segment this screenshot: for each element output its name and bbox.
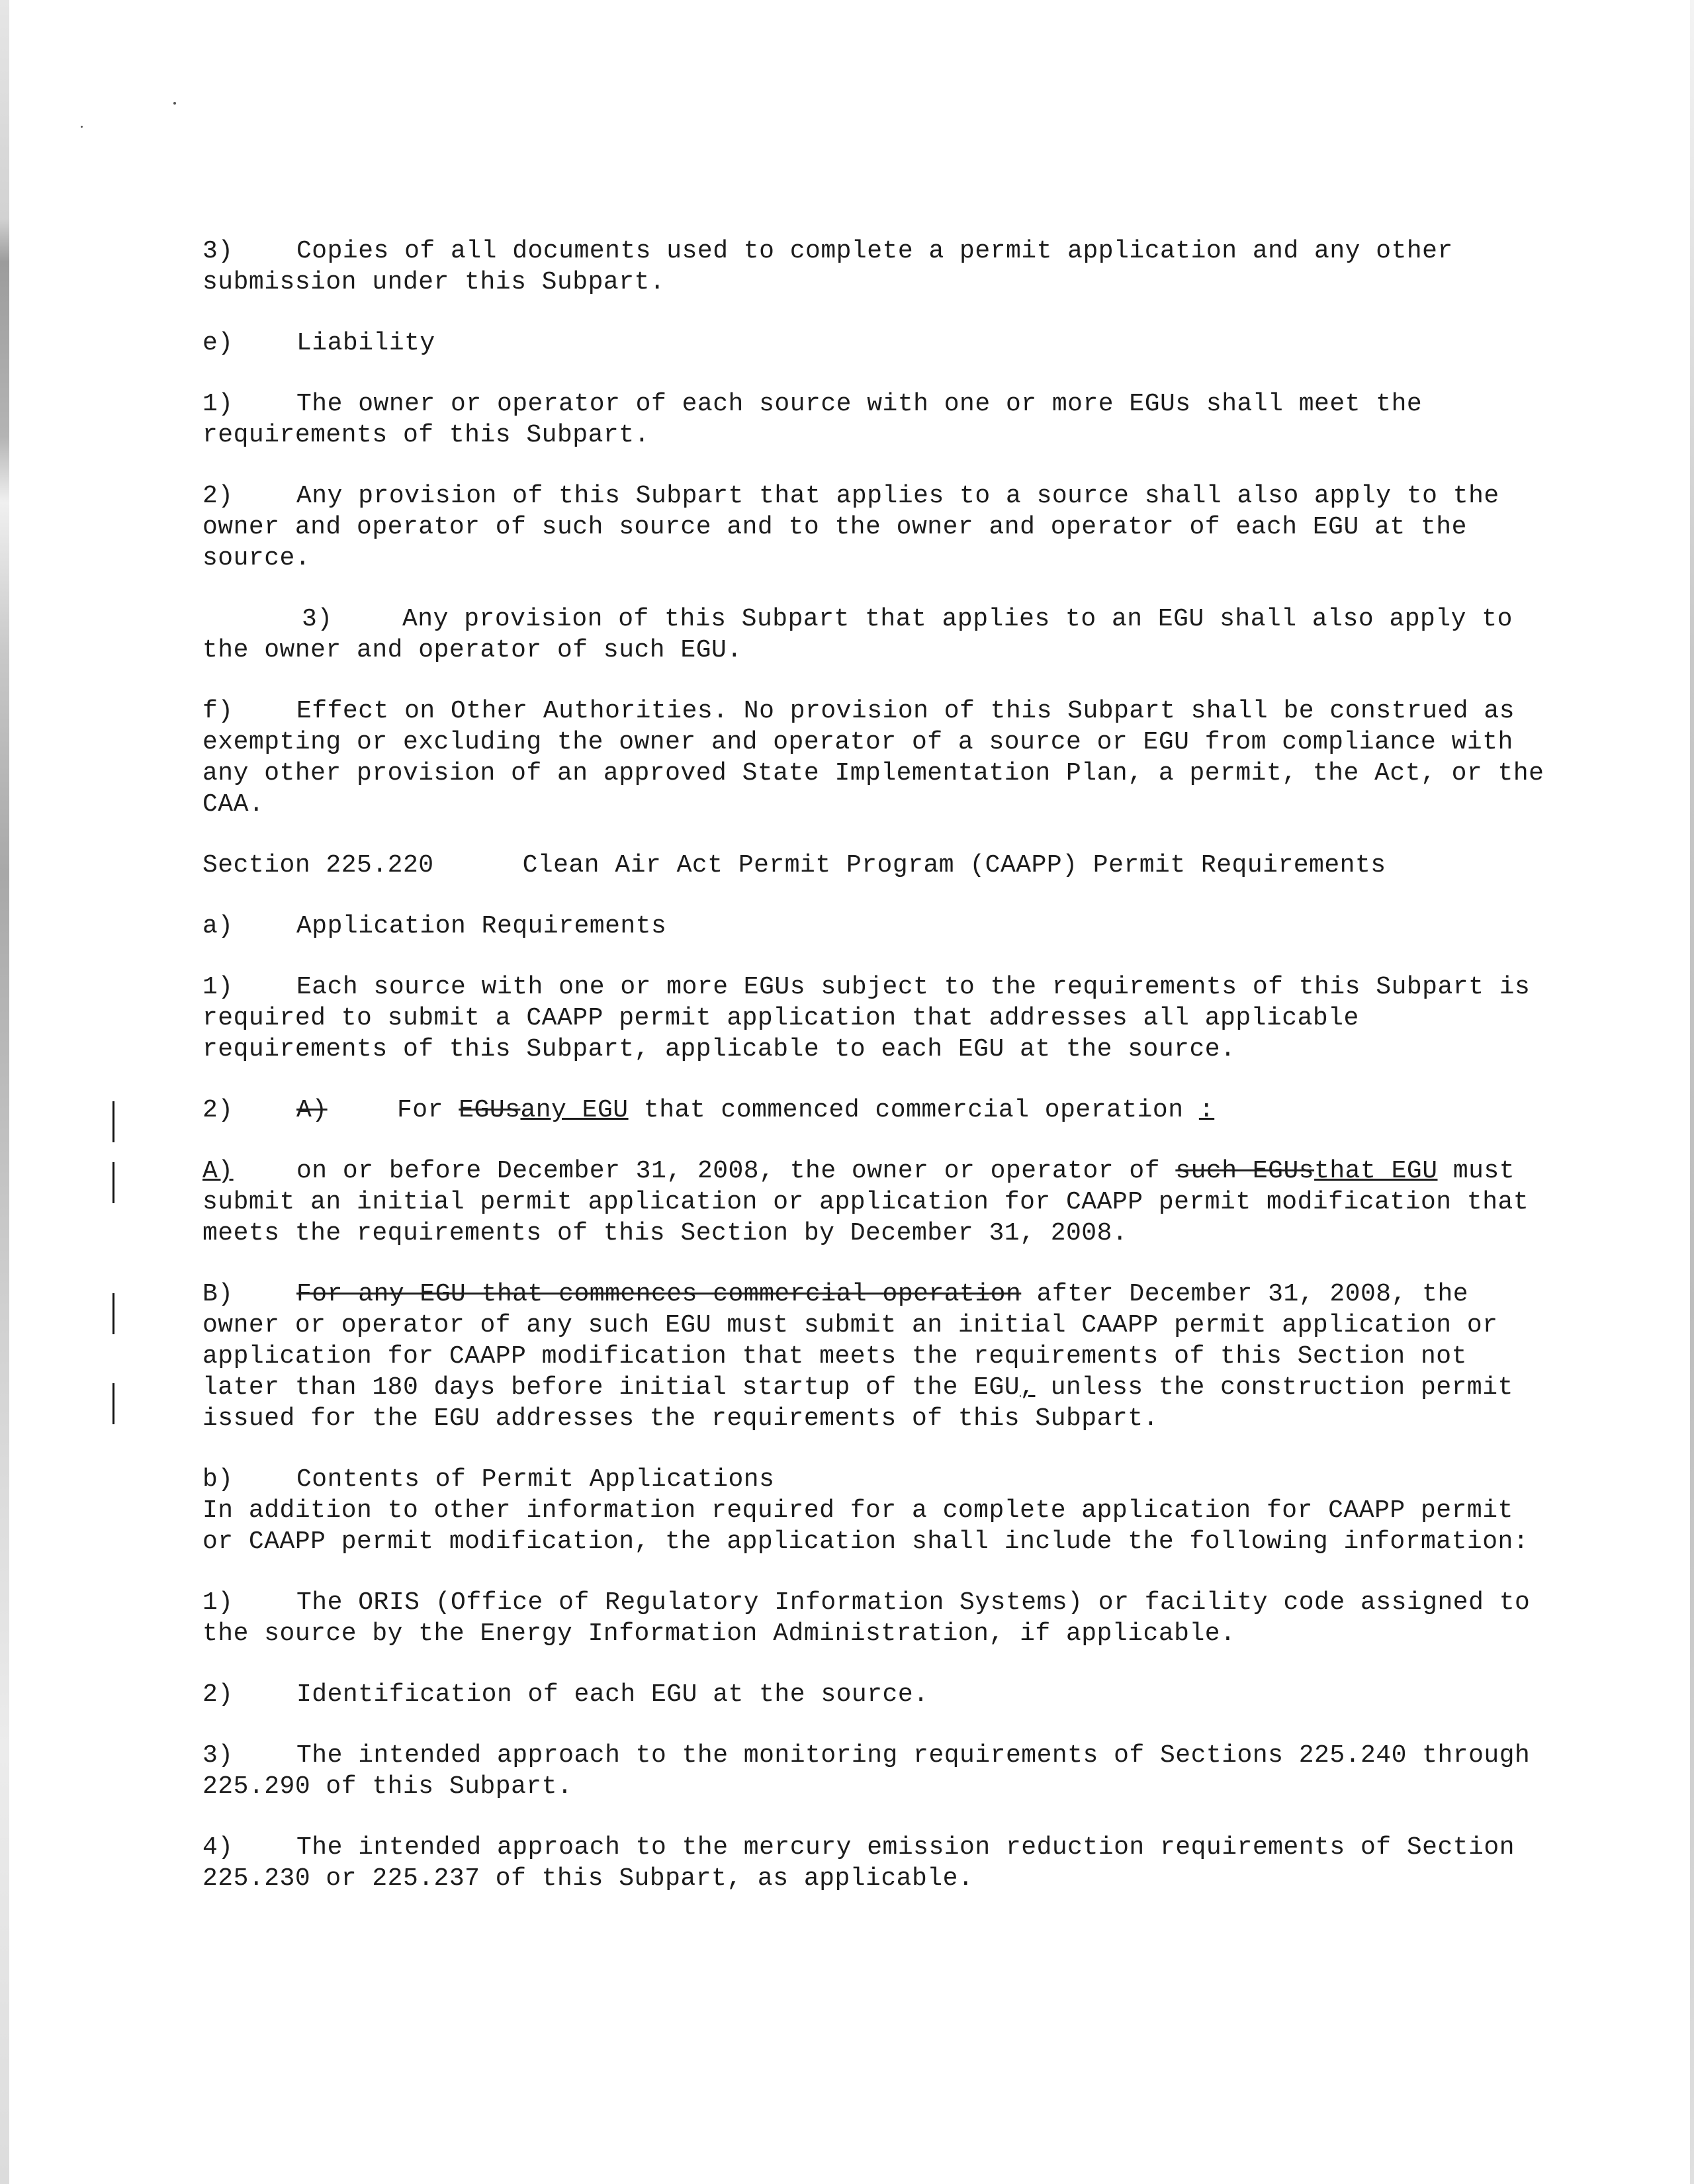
paragraph-number: e) — [202, 329, 234, 357]
paragraph-text: unless the construction permit issued for the EGU addresses the requirements of this Subpart. — [202, 1373, 1513, 1433]
paragraph-text: Effect on Other Authorities. No provision of this Subpart shall be construed as exempting or excluding the owner and operator of a source or EGU from compliance with any other provision of an approved State Implementation Plan, a permit, the Act, or the CAA. — [202, 697, 1544, 819]
revision-bar — [112, 1383, 114, 1424]
revision-bar — [112, 1293, 114, 1334]
paragraph-b2 — [202, 1679, 1552, 1710]
paragraph-heading: Contents of Permit Applications — [296, 1465, 775, 1494]
paragraph-text: must submit an initial permit application or application for CAAPP permit modification that meets the requirements of this Section by December 31, 2008. — [202, 1157, 1529, 1248]
paragraph-a2 — [202, 1095, 1552, 1126]
paragraph-b4 — [202, 1832, 1552, 1894]
paragraph-e3 — [202, 604, 1552, 666]
paragraph-d3 — [202, 236, 1552, 298]
paragraph-text: The intended approach to the monitoring requirements of Sections 225.240 through 225.290 of this Subpart. — [202, 1741, 1531, 1801]
paragraph-e-heading — [202, 328, 1552, 359]
paragraph-f — [202, 696, 1552, 820]
struck-text: such EGUs — [1175, 1157, 1315, 1185]
paragraph-e2 — [202, 480, 1552, 574]
struck-text: EGUs — [459, 1096, 521, 1124]
struck-text: For any EGU that commences commercial operation — [296, 1280, 1022, 1308]
paragraph-text: Any provision of this Subpart that applies to a source shall also apply to the owner and operator of such source and to the owner and operator of each EGU at the source. — [202, 482, 1499, 572]
paragraph-b3 — [202, 1740, 1552, 1802]
paragraph-number: a) — [202, 912, 234, 940]
paragraph-text: that commenced commercial operation — [643, 1096, 1184, 1124]
paragraph-number: 1) — [202, 390, 234, 418]
paragraph-number: 2) — [202, 482, 234, 510]
section-label: Section 225.220 — [202, 851, 434, 880]
paragraph-a2A — [202, 1156, 1552, 1249]
paragraph-number: 3) — [202, 237, 234, 265]
paragraph-text: In addition to other information required for a complete application for CAAPP permit or CAAPP permit modification, the application shall include the following information: — [202, 1496, 1529, 1556]
paragraph-heading: Application Requirements — [296, 912, 667, 940]
paragraph-a1 — [202, 972, 1552, 1065]
paragraph-a-heading — [202, 911, 1552, 942]
inserted-text: : — [1198, 1096, 1215, 1124]
inserted-text: , — [1020, 1373, 1036, 1402]
inserted-text: any EGU — [520, 1096, 629, 1124]
paragraph-text: The owner or operator of each source with one or more EGUs shall meet the requirements of this Subpart. — [202, 390, 1423, 449]
paragraph-text: on or before December 31, 2008, the owner or operator of — [296, 1157, 1161, 1185]
paragraph-number: b) — [202, 1465, 234, 1494]
scan-edge-left — [0, 0, 9, 2184]
struck-text: A) — [296, 1096, 328, 1124]
revision-bar — [112, 1101, 114, 1142]
paragraph-text: The ORIS (Office of Regulatory Information Systems) or facility code assigned to the source by the Energy Information Administration, if applicable. — [202, 1588, 1531, 1648]
paragraph-number: f) — [202, 697, 234, 725]
section-heading — [202, 850, 1552, 881]
paragraph-text: The intended approach to the mercury emission reduction requirements of Section 225.230 or 225.237 of this Subpart, as applicable. — [202, 1833, 1515, 1893]
paragraph-number: 1) — [202, 973, 234, 1001]
section-title: Clean Air Act Permit Program (CAAPP) Permit Requirements — [522, 851, 1386, 880]
paragraph-text: Copies of all documents used to complete a permit application and any other submission under this Subpart. — [202, 237, 1453, 296]
paragraph-number: 2) — [202, 1680, 234, 1709]
paragraph-number: 3) — [302, 605, 333, 633]
paragraph-b1 — [202, 1587, 1552, 1649]
scan-speck — [81, 126, 83, 128]
paragraph-text: Identification of each EGU at the source. — [296, 1680, 929, 1709]
scan-edge-right — [1690, 0, 1694, 2184]
paragraph-number: B) — [202, 1280, 234, 1308]
paragraph-text: after December 31, 2008, the owner or operator of any such EGU must submit an initial CAAPP permit application or application for CAAPP modification that meets the requirements of this Section not later than 180 days before initial startup of the EGU — [202, 1280, 1498, 1402]
inserted-text: that EGU — [1314, 1157, 1438, 1185]
scan-speck — [173, 102, 176, 105]
paragraph-number: 4) — [202, 1833, 234, 1862]
paragraph-text: For — [397, 1096, 443, 1124]
paragraph-heading: Liability — [296, 329, 435, 357]
paragraph-number: 1) — [202, 1588, 234, 1617]
paragraph-text: Any provision of this Subpart that applies to an EGU shall also apply to the owner and operator of such EGU. — [202, 605, 1513, 664]
paragraph-b — [202, 1464, 1552, 1557]
paragraph-a2B — [202, 1279, 1552, 1434]
paragraph-text: Each source with one or more EGUs subject to the requirements of this Subpart is required to submit a CAAPP permit application that addresses all applicable requirements of this Subpart, applicable to each EGU at the source. — [202, 973, 1531, 1064]
document-page — [202, 236, 1552, 1924]
paragraph-number: 3) — [202, 1741, 234, 1770]
inserted-paragraph-number: A) — [202, 1157, 234, 1185]
paragraph-e1 — [202, 388, 1552, 451]
revision-bar — [112, 1162, 114, 1203]
paragraph-number: 2) — [202, 1096, 234, 1124]
